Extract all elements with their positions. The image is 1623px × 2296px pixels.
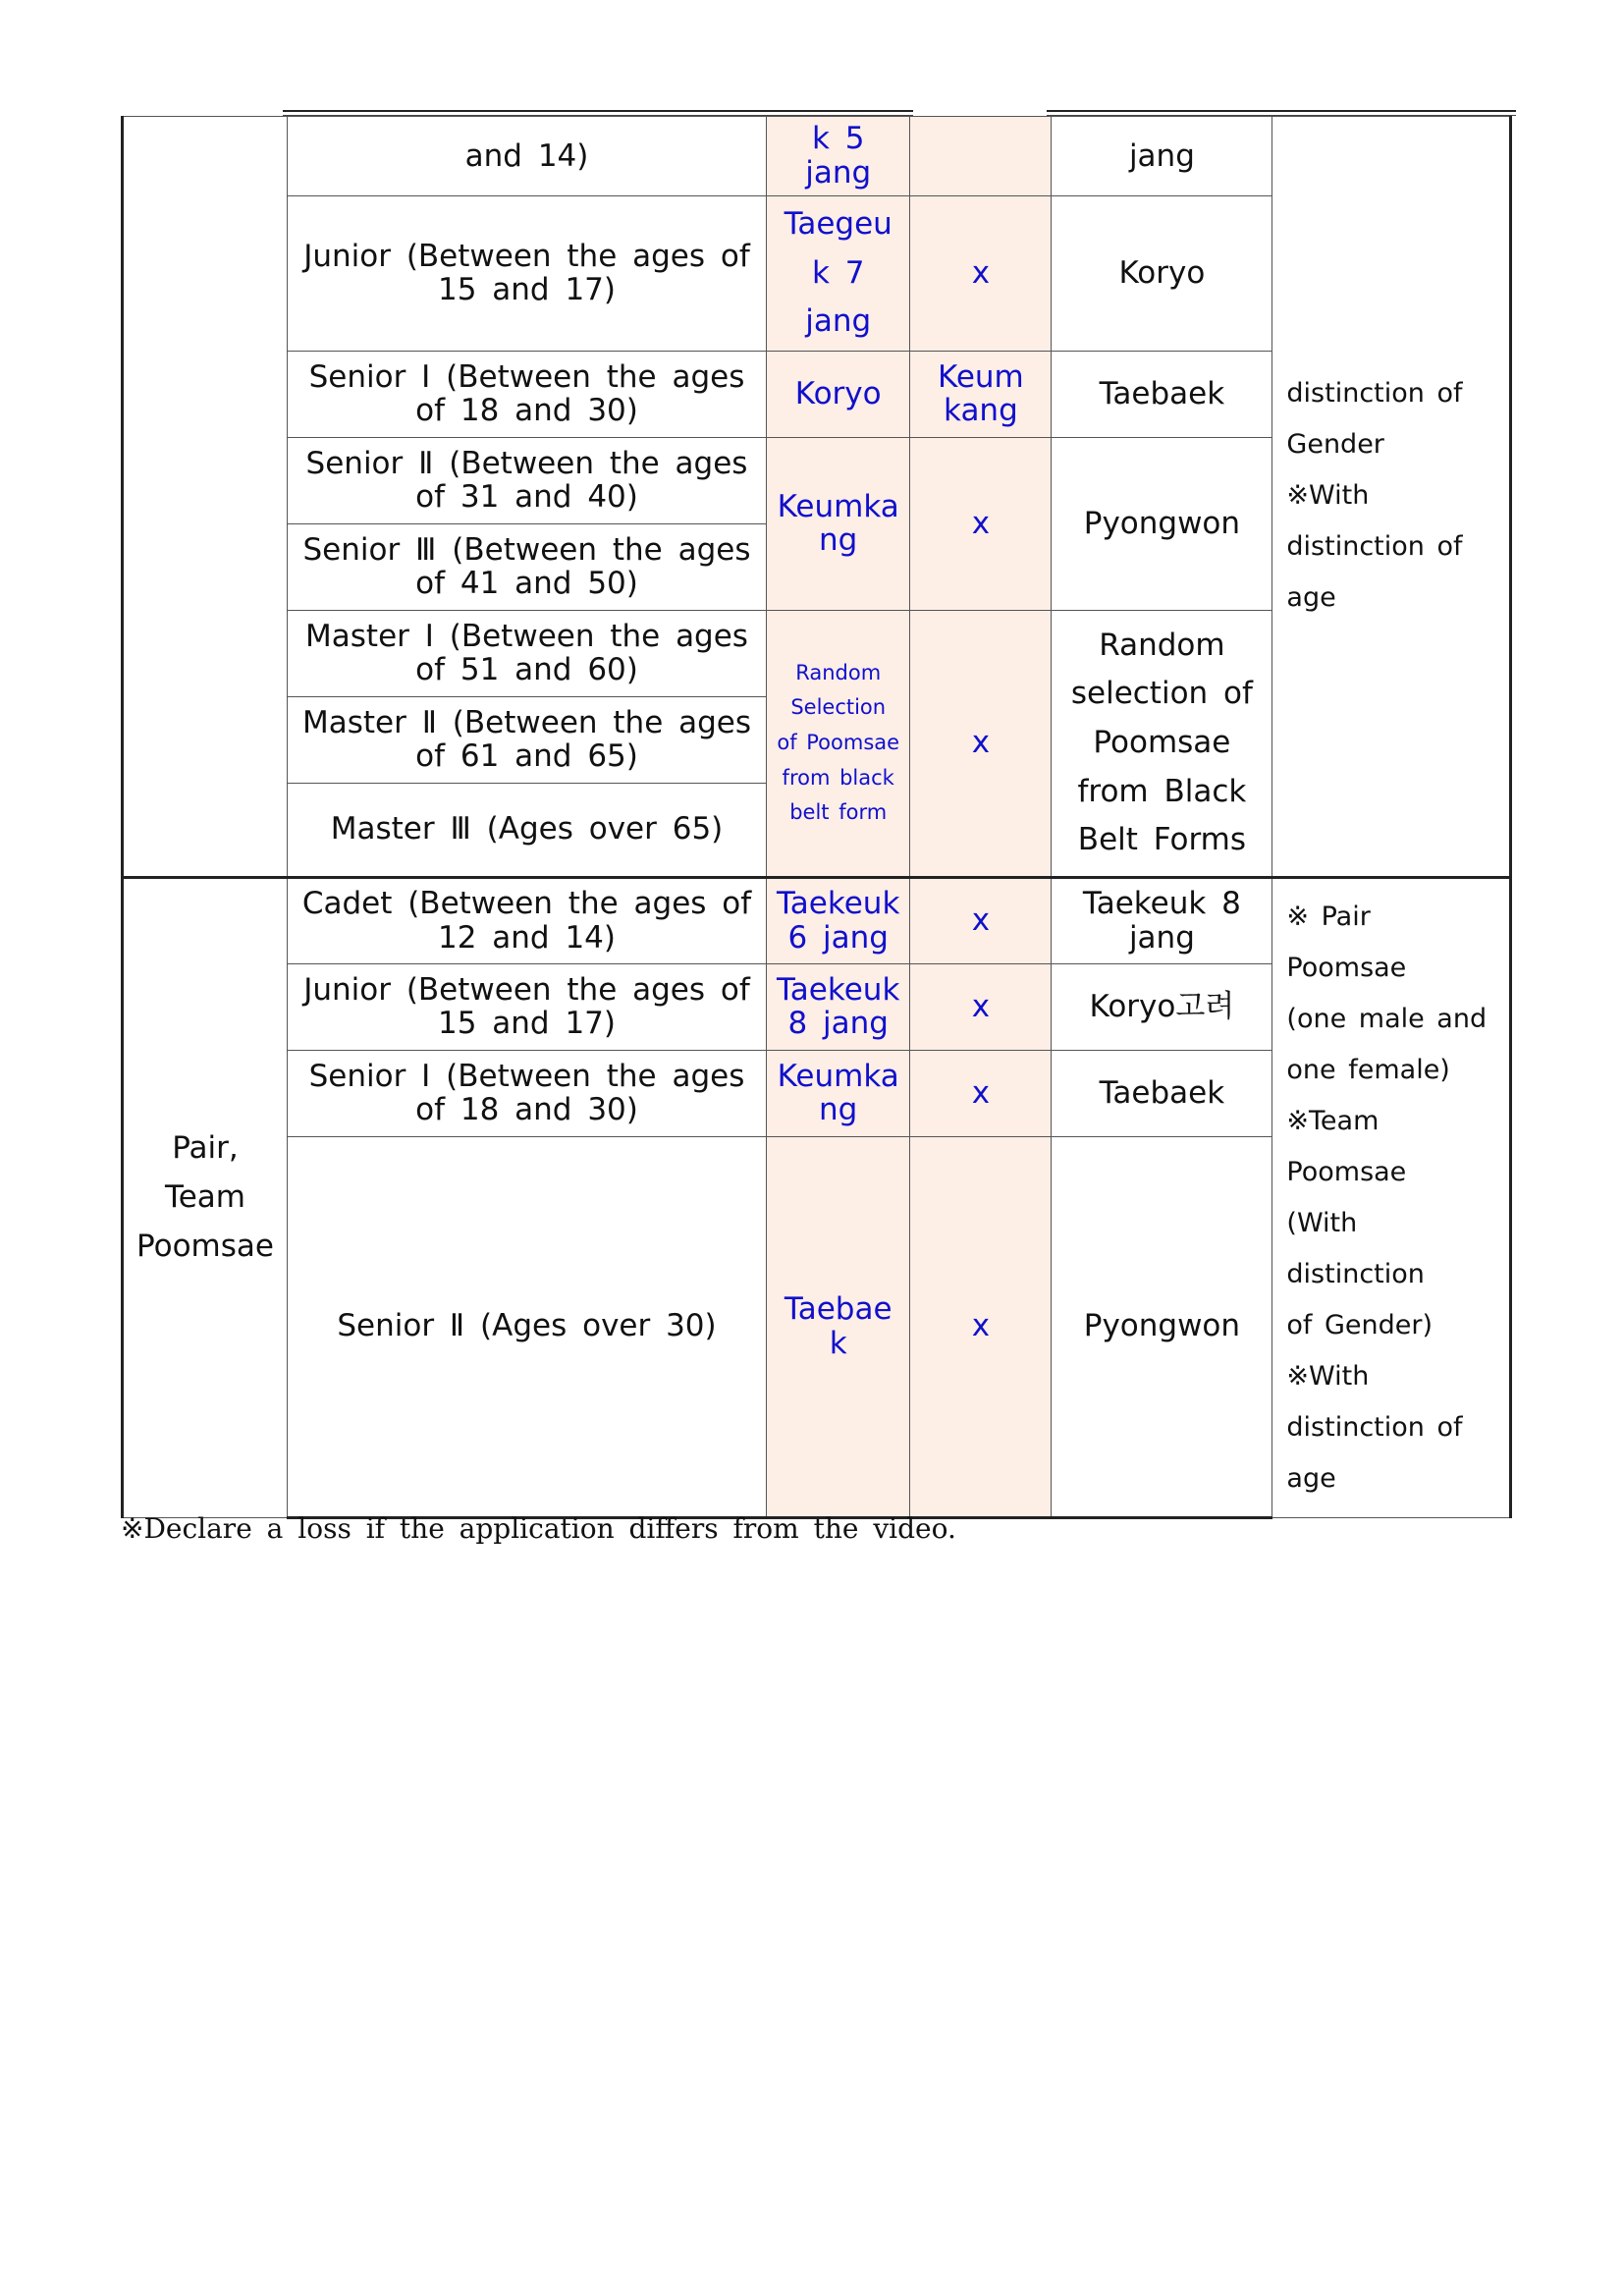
final-cell: Random selection of Poomsae from Black Belt Forms (1052, 610, 1272, 877)
note-line: Poomsae (1286, 952, 1407, 983)
compulsory1-cell: Keumka ng (767, 1050, 910, 1136)
compulsory1-cell: Taekeuk 8 jang (767, 963, 910, 1050)
division-cell: Cadet (Between the ages of 12 and 14) (288, 877, 767, 963)
top-rule-right (1047, 110, 1516, 112)
compulsory1-cell: Taegeu k 7 jang (767, 196, 910, 352)
compulsory1-cell: Koryo (767, 351, 910, 437)
note-line: Gender (1286, 429, 1384, 461)
note-line: age (1286, 582, 1336, 614)
compulsory1-cell: Random Selection of Poomsae from black belt form (767, 610, 910, 877)
division-cell: Junior (Between the ages of 15 and 17) (288, 196, 767, 352)
division-cell: Senior Ⅱ (Ages over 30) (288, 1136, 767, 1517)
note-line: Poomsae (1286, 1156, 1407, 1187)
note-line: ※Team (1286, 1105, 1380, 1136)
final-cell: Pyongwon (1052, 437, 1272, 610)
note-individual (1272, 117, 1511, 878)
note-line: distinction of (1286, 378, 1463, 410)
compulsory2-cell: x (910, 877, 1052, 963)
footnote: ※Declare a loss if the application differs from the video. (121, 1512, 956, 1545)
note-line: age (1286, 1462, 1336, 1494)
category-pair-team: Pair, Team Poomsae (123, 877, 288, 1517)
note-line: (With distinction (1286, 1207, 1425, 1289)
note-line: distinction of (1286, 531, 1463, 563)
compulsory1-cell: Taebae k (767, 1136, 910, 1517)
division-cell: Senior Ⅰ (Between the ages of 18 and 30) (288, 351, 767, 437)
division-cell: and 14) (288, 117, 767, 196)
table-row (123, 117, 1511, 196)
note-line: one female) (1286, 1054, 1450, 1085)
compulsory2-cell (910, 117, 1052, 196)
category-individual (123, 117, 288, 878)
final-cell: jang (1052, 117, 1272, 196)
division-cell: Senior Ⅱ (Between the ages of 31 and 40) (288, 437, 767, 523)
compulsory2-cell: x (910, 610, 1052, 877)
final-cell: Taekeuk 8 jang (1052, 877, 1272, 963)
division-cell: Senior Ⅰ (Between the ages of 18 and 30) (288, 1050, 767, 1136)
compulsory2-cell: x (910, 963, 1052, 1050)
compulsory1-cell: k 5 jang (767, 117, 910, 196)
note-pair-team (1272, 877, 1511, 1517)
final-cell: Taebaek (1052, 1050, 1272, 1136)
final-cell: Pyongwon (1052, 1136, 1272, 1517)
note-line: ※ Pair (1286, 901, 1371, 932)
compulsory2-cell: Keum kang (910, 351, 1052, 437)
poomsae-table (121, 116, 1512, 1519)
compulsory2-cell: x (910, 1136, 1052, 1517)
final-cell: Taebaek (1052, 351, 1272, 437)
note-line: ※With (1286, 1360, 1370, 1392)
note-line: (one male and (1286, 1003, 1488, 1034)
top-rule-left (283, 110, 913, 112)
note-line: ※With (1286, 480, 1370, 512)
table-row (123, 877, 1511, 963)
compulsory1-cell: Keumka ng (767, 437, 910, 610)
division-cell: Master Ⅱ (Between the ages of 61 and 65) (288, 696, 767, 783)
note-line: of Gender) (1286, 1309, 1434, 1340)
compulsory2-cell: x (910, 196, 1052, 352)
division-cell: Master Ⅰ (Between the ages of 51 and 60) (288, 610, 767, 696)
division-cell: Master Ⅲ (Ages over 65) (288, 783, 767, 877)
division-cell: Junior (Between the ages of 15 and 17) (288, 963, 767, 1050)
division-cell: Senior Ⅲ (Between the ages of 41 and 50) (288, 523, 767, 610)
final-cell: Koryo (1052, 196, 1272, 352)
final-cell: Koryo고려 (1052, 963, 1272, 1050)
note-line: distinction of (1286, 1411, 1463, 1443)
compulsory2-cell: x (910, 437, 1052, 610)
compulsory2-cell: x (910, 1050, 1052, 1136)
compulsory1-cell: Taekeuk 6 jang (767, 877, 910, 963)
